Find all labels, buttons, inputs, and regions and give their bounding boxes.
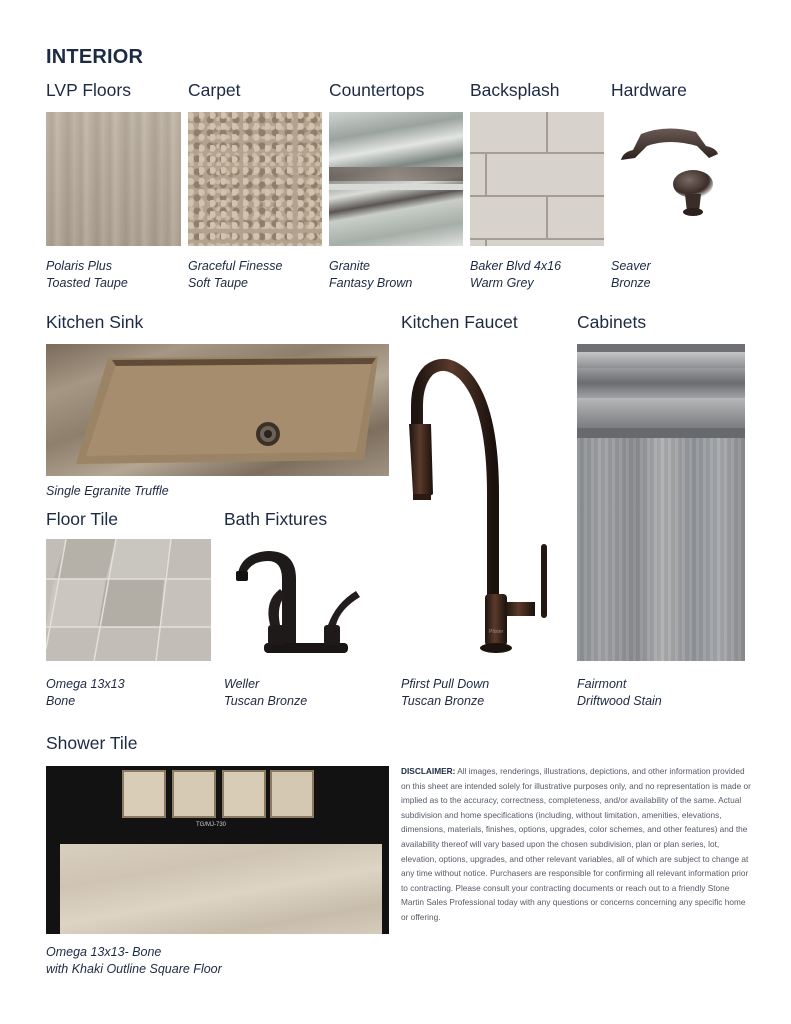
hardware-caption: Seaver Bronze xyxy=(611,259,651,290)
cabinets-heading: Cabinets xyxy=(577,312,647,332)
kitchen-sink-caption: Single Egranite Truffle xyxy=(46,484,169,498)
kitchen-faucet-caption: Pfirst Pull Down Tuscan Bronze xyxy=(401,677,490,708)
faucet-brand-mark: Pfister xyxy=(489,629,504,635)
bath-fixtures-heading: Bath Fixtures xyxy=(224,509,328,529)
floor-tile-caption: Omega 13x13 Bone xyxy=(46,677,125,708)
page-title: INTERIOR xyxy=(46,46,144,68)
shower-tile-sample-label: TG/MJ-730 xyxy=(196,822,227,828)
bath-faucet-icon xyxy=(224,539,374,661)
carpet-swatch xyxy=(188,112,322,246)
lvp-heading: LVP Floors xyxy=(46,80,131,100)
backsplash-swatch xyxy=(470,112,604,246)
bath-fixtures-caption: Weller Tuscan Bronze xyxy=(224,677,308,708)
disclaimer-label: DISCLAIMER: xyxy=(401,766,456,776)
countertops-swatch xyxy=(329,112,463,246)
lvp-caption: Polaris Plus Toasted Taupe xyxy=(46,259,128,290)
countertops-heading: Countertops xyxy=(329,80,425,100)
pull-down-faucet-icon xyxy=(401,344,561,660)
kitchen-faucet-heading: Kitchen Faucet xyxy=(401,312,518,332)
carpet-caption: Graceful Finesse Soft Taupe xyxy=(188,259,283,290)
kitchen-sink-image xyxy=(46,344,389,476)
carpet-heading: Carpet xyxy=(188,80,241,100)
hardware-heading: Hardware xyxy=(611,80,687,100)
backsplash-caption: Baker Blvd 4x16 Warm Grey xyxy=(470,259,562,290)
kitchen-sink-heading: Kitchen Sink xyxy=(46,312,144,332)
shower-tile-caption: Omega 13x13- Bone with Khaki Outline Square Floor xyxy=(46,945,222,976)
disclaimer-text: All images, renderings, illustrations, depictions, and other information provided on this sheet are intended solely for illustrative purposes only, and no representation is made or implied as to the accuracy, correctness, completeness, and/or availability of the same. Actual subdivision and home specifications (including, without limitation, amenities, elevations, dimensions, materials, finishes, options, upgrades, color schemes, and other features) and the availability thereof will vary based upon the chosen subdivision, plan or plan series, lot, elevation, options, upgrades, and other relevant variables, all of which are subject to change at any time without notice. Purchasers are responsible for confirming all relevant information prior to contracting. Please consult your contracting documents or reach out to a friendly Stone Martin Sales Professional today with any questions or concerns concerning any specific home or offering. xyxy=(401,766,751,922)
disclaimer xyxy=(401,764,751,925)
kitchen-faucet-image xyxy=(401,344,561,660)
hardware-image xyxy=(611,112,745,246)
lvp-swatch xyxy=(46,112,181,246)
countertops-caption: Granite Fantasy Brown xyxy=(329,259,413,290)
backsplash-heading: Backsplash xyxy=(470,80,560,100)
cabinets-swatch xyxy=(577,344,745,661)
floor-tile-heading: Floor Tile xyxy=(46,509,118,529)
cabinet-pull-icon xyxy=(611,112,745,246)
bath-fixtures-image xyxy=(224,539,374,661)
cabinets-caption: Fairmont Driftwood Stain xyxy=(577,677,662,708)
floor-tile-swatch xyxy=(46,539,211,661)
shower-tile-heading: Shower Tile xyxy=(46,733,138,753)
shower-tile-image xyxy=(46,766,389,934)
